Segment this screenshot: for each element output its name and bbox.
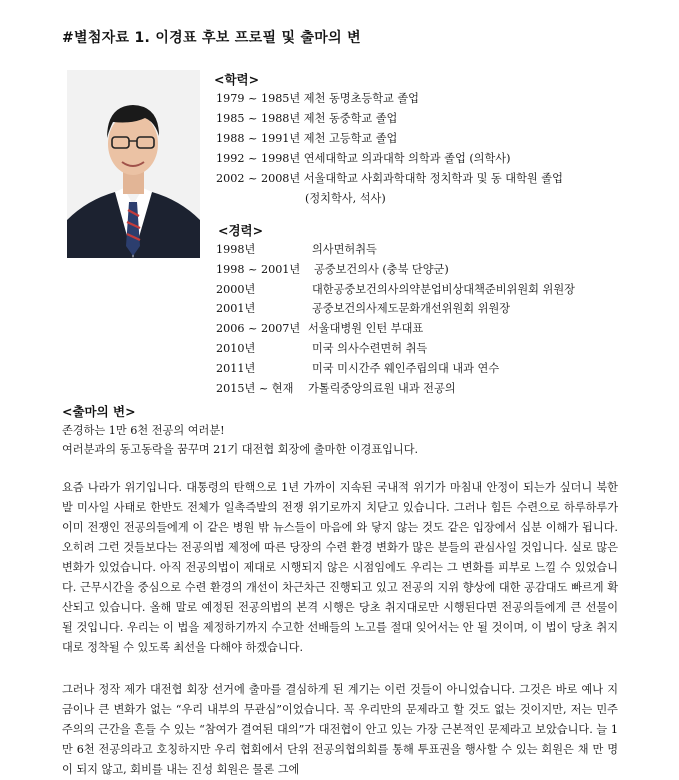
career-date: 2010년 bbox=[216, 341, 256, 355]
education-item-continuation: (정치학사, 석사) bbox=[305, 192, 386, 205]
career-date: 2011년 bbox=[216, 361, 256, 375]
paragraph-text: 요즘 나라가 위기입니다. 대통령의 탄핵으로 1년 가까이 지속된 국내적 위기가 마침내 안정이 되는가 싶더니 북한 발 미사일 사태로 한반도 전체가 일촉즉발의 전쟁 위기로까지 치닫고 있습니다. 그러나 힘든 수련으로 하루하루가 이미 전쟁인 전공의들에게 이 같은 병원 밖 뉴스들이 마음에 와 닿지 않는 것도 같은 입장에서 십분 이해가 됩니다. 오히려 그런 것들보다는 전공의법 제정에 따른 당장의 수련 환경 변화가 많은 분들의 관심사일 것입니다. 실로 많은 변화가 있었습니다. 아직 전공의법이 제대로 시행되지 않은 시점임에도 우리는 그 변화를 피부로 느낄 수 있었습니다. 근무시간을 중심으로 수련 환경의 개선이 차근차근 진행되고 있고 전공의 지위 향상에 대한 공감대도 빠르게 확산되고 있습니다. 올해 말로 예정된 전공의법의 본격 시행은 당초 취지대로만 시행된다면 전공의들에게 큰 선물이 될 것입니다. 우리는 이 법을 제정하기까지 수고한 선배들의 노고를 절대 잊어서는 안 될 것이며, 이 법이 당초 취지대로 정착될 수 있도록 최선을 다해야 하겠습니다. bbox=[62, 481, 618, 654]
career-date: 2000년 bbox=[216, 282, 256, 296]
career-desc: 미국 의사수련면허 취득 bbox=[312, 341, 428, 355]
education-item: 1992 ~ 1998년 연세대학교 의과대학 의학과 졸업 (의학사) bbox=[216, 152, 511, 165]
statement-paragraph bbox=[62, 680, 618, 780]
education-item: 2002 ~ 2008년 서울대학교 사회과학대학 정치학과 및 동 대학원 졸업 bbox=[216, 172, 563, 185]
career-desc: 대한공중보건의사의약분업비상대책준비위원회 위원장 bbox=[312, 282, 575, 296]
education-item: 1979 ~ 1985년 제천 동명초등학교 졸업 bbox=[216, 92, 419, 105]
career-date: 1998년 bbox=[216, 243, 256, 256]
greeting-line: 존경하는 1만 6천 전공의 여러분! bbox=[62, 424, 225, 437]
career-desc: 가톨릭중앙의료원 내과 전공의 bbox=[308, 381, 456, 395]
education-item: 1985 ~ 1988년 제천 동중학교 졸업 bbox=[216, 112, 398, 125]
statement-heading: <출마의 변> bbox=[62, 404, 136, 419]
career-desc: 서울대병원 인턴 부대표 bbox=[308, 322, 424, 336]
career-desc: 미국 미시간주 웨인주립의대 내과 연수 bbox=[312, 361, 500, 375]
greeting-line: 여러분과의 동고동락을 꿈꾸며 21기 대전협 회장에 출마한 이경표입니다. bbox=[62, 443, 419, 456]
career-heading: <경력> bbox=[218, 223, 264, 238]
career-desc: 공중보건의사제도문화개선위원회 위원장 bbox=[312, 302, 511, 316]
paragraph-text: 그러나 정작 제가 대전협 회장 선거에 출마를 결심하게 된 계기는 이런 것들이 아니었습니다. 그것은 바로 예나 지금이나 큰 변화가 없는 “우리 내부의 무관심”이었습니다. 꼭 우리만의 문제라고 할 것도 없는 것이지만, 저는 민주주의의 근간을 흔들 수 있는 “참여가 결여된 대의”가 대전협이 안고 있는 가장 근본적인 문제라고 보았습니다. 늘 1만 6천 전공의라고 호칭하지만 우리 협회에서 단위 전공의협의회를 통해 투표권을 행사할 수 있는 회원은 채 만 명이 되지 않고, 회비를 내는 진성 회원은 물론 그에 bbox=[62, 683, 618, 776]
career-desc: 공중보건의사 (충북 단양군) bbox=[314, 262, 449, 276]
page-title: #별첨자료 1. 이경표 후보 프로필 및 출마의 변 bbox=[62, 30, 361, 46]
education-list bbox=[216, 90, 563, 210]
career-date: 2001년 bbox=[216, 302, 256, 316]
candidate-photo bbox=[67, 70, 200, 258]
career-desc: 의사면허취득 bbox=[312, 243, 377, 256]
career-date: 2015년 ~ 현재 bbox=[216, 381, 294, 395]
career-date: 1998 ~ 2001년 bbox=[216, 262, 301, 276]
education-item: 1988 ~ 1991년 제천 고등학교 졸업 bbox=[216, 132, 398, 145]
career-date: 2006 ~ 2007년 bbox=[216, 322, 301, 336]
education-heading: <학력> bbox=[214, 72, 260, 87]
statement-paragraph bbox=[62, 478, 618, 658]
